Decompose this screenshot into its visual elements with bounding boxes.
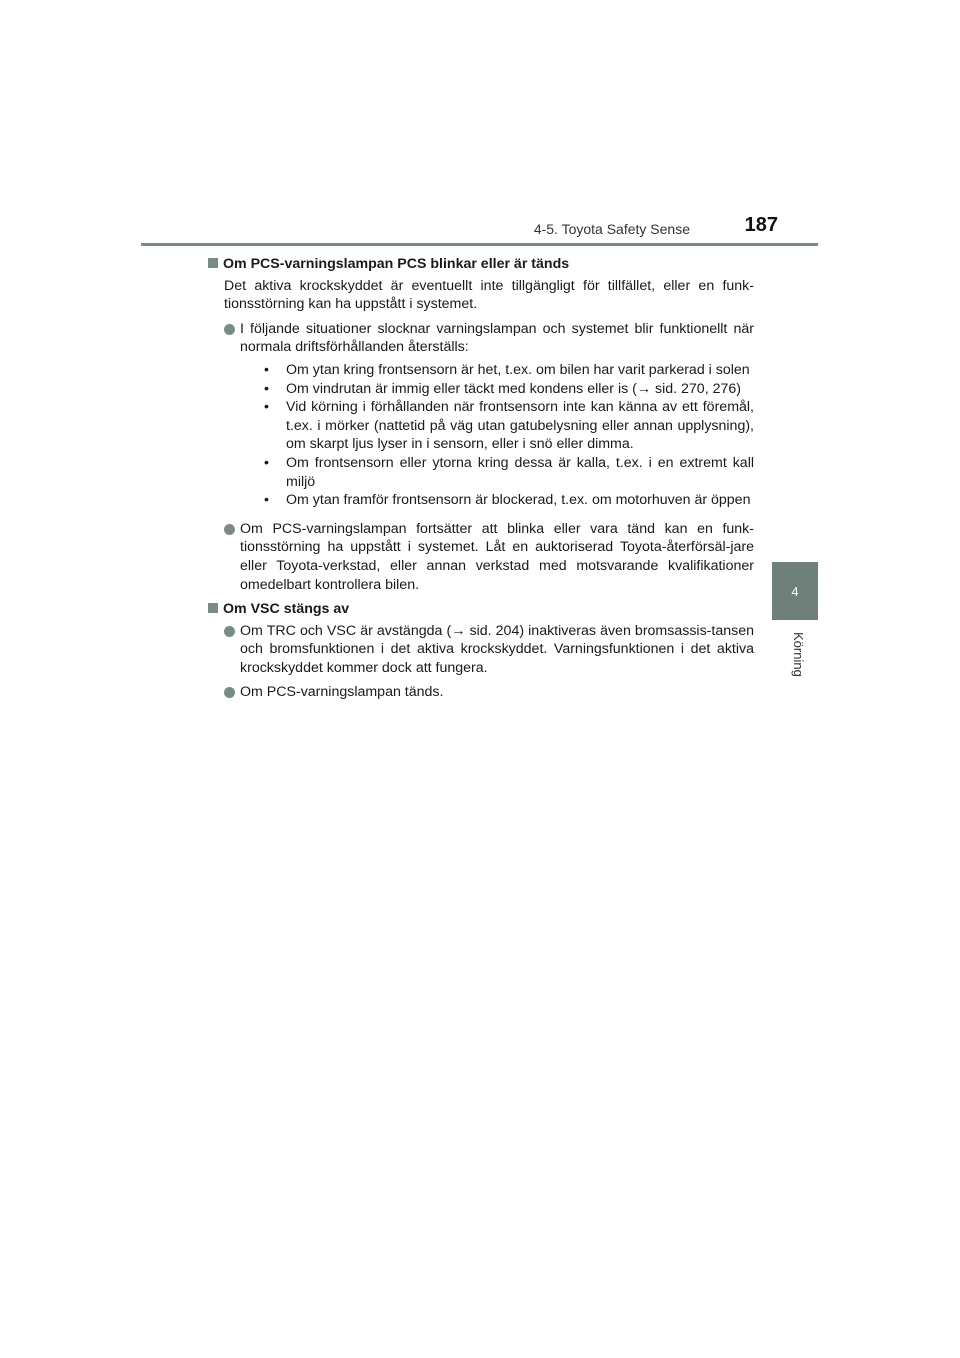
section-heading [208, 255, 754, 274]
page-content [208, 255, 754, 708]
chapter-tab-label: Körning [791, 632, 806, 677]
sub-list-item: • Om frontsensorn eller ytorna kring dessa är kalla, t.ex. i en extremt kall miljö [264, 454, 754, 490]
square-bullet-icon [208, 603, 218, 613]
chapter-tab[interactable] [772, 562, 818, 620]
page-number: 187 [744, 214, 778, 236]
list-item [224, 520, 754, 594]
list-item [224, 622, 754, 678]
sub-list [262, 361, 754, 510]
chapter-tab-number: 4 [791, 583, 799, 599]
sub-list-item: • Om ytan framför frontsensorn är blockerad, t.ex. om motorhuven är öppen [264, 492, 751, 509]
list-item-text: Om PCS-varningslampan fortsätter att blinka eller vara tänd kan en funk-tionsstörning ha uppstått i systemet. Låt en auktoriserad Toyota-återförsäl-jare eller Toyota-verkstad, eller annan verkstad med motsvarande kvalifikationer omedelbart kontrollera bilen. [240, 520, 754, 593]
circle-bullet-icon [224, 324, 235, 335]
circle-bullet-icon [224, 626, 235, 637]
square-bullet-icon [208, 258, 218, 268]
sub-list-item: • Om vindrutan är immig eller täckt med kondens eller is (→ sid. 270, 276) [264, 380, 741, 397]
list-item [224, 320, 754, 514]
list-item [224, 683, 754, 702]
list-item-text: I följande situationer slocknar varningslampan och systemet blir funktionellt när normala driftsförhållanden återställs: [240, 320, 754, 356]
sub-list-item: • Om ytan kring frontsensorn är het, t.ex. om bilen har varit parkerad i solen [264, 361, 750, 378]
circle-bullet-icon [224, 687, 235, 698]
list-item-text: Om TRC och VSC är avstängda (→ sid. 204) inaktiveras även bromsassis-tansen och bromsfunktionen i det aktiva krockskyddet. Varningsfunktionen i det aktiva krockskyddet kommer dock att fungera. [240, 622, 754, 676]
section-heading-text: Om VSC stängs av [223, 601, 350, 618]
sub-list-item: • Vid körning i förhållanden när frontsensorn inte kan känna av ett föremål, t.ex. i mörker (nattetid på väg utan gatubelysning eller annan upplysning), om skarpt ljus lyser in i sensorn, eller i snö eller dimma. [264, 399, 754, 453]
section-heading-text: Om PCS-varningslampan PCS blinkar eller är tänds [223, 256, 570, 272]
circle-bullet-icon [224, 524, 235, 535]
section-heading [208, 600, 754, 619]
list-item-text: Om PCS-varningslampan tänds. [240, 684, 444, 701]
header-section-title: 4-5. Toyota Safety Sense [533, 221, 690, 237]
header-rule [141, 243, 818, 246]
section-intro: Det aktiva krockskyddet är eventuellt inte tillgängligt för tillfället, eller en funk-tionsstörning kan ha uppstått i systemet. [224, 277, 754, 313]
